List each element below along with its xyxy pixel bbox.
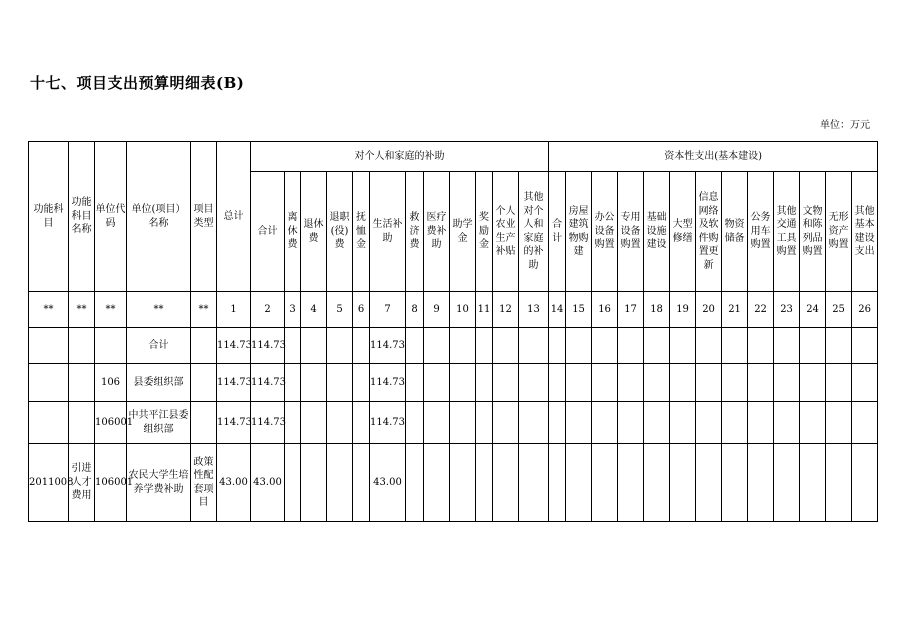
unit-code-cell: 106001 [95, 444, 127, 522]
empty-cell [670, 364, 696, 402]
code-cell: ** [95, 292, 127, 328]
empty-cell [327, 328, 353, 364]
personal-total-cell: 114.73 [251, 364, 285, 402]
empty-cell [618, 402, 644, 444]
empty-cell [592, 444, 618, 522]
unit-name-cell: 县委组织部 [127, 364, 191, 402]
total-cell: 114.73 [217, 328, 251, 364]
func-name-cell: 引进人才费用 [69, 444, 95, 522]
empty-cell [826, 444, 852, 522]
header-living-subsidy: 生活补助 [370, 172, 406, 292]
header-retirement: 退休费 [301, 172, 327, 292]
empty-cell [774, 444, 800, 522]
total-cell: 114.73 [217, 364, 251, 402]
header-farm-subsidy: 个人农业生产补贴 [493, 172, 519, 292]
code-cell: 17 [618, 292, 644, 328]
living-subsidy-cell: 114.73 [370, 402, 406, 444]
func-code-cell [29, 402, 69, 444]
empty-cell [476, 402, 493, 444]
code-cell: 1 [217, 292, 251, 328]
total-cell: 43.00 [217, 444, 251, 522]
code-cell: 21 [722, 292, 748, 328]
project-type-cell: 政策性配套项目 [191, 444, 217, 522]
header-official-vehicle: 公务用车购置 [748, 172, 774, 292]
empty-cell [353, 444, 370, 522]
header-retirement-cadre: 离休费 [285, 172, 301, 292]
empty-cell [519, 444, 549, 522]
header-resignation: 退职(役)费 [327, 172, 353, 292]
code-cell: 2 [251, 292, 285, 328]
header-building: 房屋建筑物购建 [566, 172, 592, 292]
empty-cell [301, 402, 327, 444]
header-group-row [29, 142, 878, 172]
unit-code-cell: 106001 [95, 402, 127, 444]
empty-cell [774, 364, 800, 402]
func-code-cell [29, 364, 69, 402]
empty-cell [696, 444, 722, 522]
code-cell: 6 [353, 292, 370, 328]
empty-cell [519, 402, 549, 444]
code-cell: ** [127, 292, 191, 328]
code-cell: 12 [493, 292, 519, 328]
empty-cell [852, 364, 878, 402]
project-type-cell [191, 328, 217, 364]
empty-cell [722, 444, 748, 522]
empty-cell [406, 328, 424, 364]
empty-cell [566, 328, 592, 364]
empty-cell [353, 364, 370, 402]
empty-cell [592, 364, 618, 402]
total-cell: 114.73 [217, 402, 251, 444]
project-type-cell [191, 402, 217, 444]
empty-cell [852, 328, 878, 364]
empty-cell [852, 444, 878, 522]
header-unit-code: 单位代码 [95, 142, 127, 292]
header-reward: 奖励金 [476, 172, 493, 292]
empty-cell [800, 444, 826, 522]
empty-cell [301, 444, 327, 522]
empty-cell [493, 364, 519, 402]
empty-cell [285, 402, 301, 444]
empty-cell [644, 328, 670, 364]
empty-cell [748, 444, 774, 522]
empty-cell [285, 364, 301, 402]
func-name-cell [69, 402, 95, 444]
code-cell: 3 [285, 292, 301, 328]
header-personal-total: 合计 [251, 172, 285, 292]
code-cell: 7 [370, 292, 406, 328]
empty-cell [592, 328, 618, 364]
header-material-reserve: 物资储备 [722, 172, 748, 292]
code-cell: 24 [800, 292, 826, 328]
func-name-cell [69, 328, 95, 364]
empty-cell [748, 364, 774, 402]
empty-cell [566, 402, 592, 444]
header-group-personal: 对个人和家庭的补助 [251, 142, 549, 172]
empty-cell [353, 402, 370, 444]
code-cell: 26 [852, 292, 878, 328]
empty-cell [618, 364, 644, 402]
code-cell: 18 [644, 292, 670, 328]
code-cell: 22 [748, 292, 774, 328]
header-it-software: 信息网络及软件购置更新 [696, 172, 722, 292]
code-cell: 8 [406, 292, 424, 328]
header-func-subject-name: 功能科目名称 [69, 142, 95, 292]
header-office-equipment: 办公设备购置 [592, 172, 618, 292]
code-cell: 14 [549, 292, 566, 328]
empty-cell [476, 328, 493, 364]
budget-table [28, 141, 878, 522]
header-relief: 救济费 [406, 172, 424, 292]
empty-cell [774, 402, 800, 444]
empty-cell [301, 328, 327, 364]
empty-cell [826, 328, 852, 364]
empty-cell [800, 402, 826, 444]
empty-cell [670, 328, 696, 364]
empty-cell [800, 328, 826, 364]
table-row [29, 402, 878, 444]
func-code-cell: 2011008 [29, 444, 69, 522]
header-total: 总计 [217, 142, 251, 292]
empty-cell [549, 444, 566, 522]
empty-cell [722, 364, 748, 402]
empty-cell [406, 444, 424, 522]
empty-cell [696, 402, 722, 444]
empty-cell [644, 444, 670, 522]
empty-cell [450, 402, 476, 444]
empty-cell [549, 328, 566, 364]
empty-cell [644, 402, 670, 444]
code-cell: 10 [450, 292, 476, 328]
empty-cell [450, 364, 476, 402]
header-func-subject: 功能科目 [29, 142, 69, 292]
code-cell: 16 [592, 292, 618, 328]
empty-cell [618, 328, 644, 364]
unit-code-cell: 106 [95, 364, 127, 402]
header-other-personal: 其他对个人和家庭的补助 [519, 172, 549, 292]
empty-cell [826, 402, 852, 444]
empty-cell [493, 328, 519, 364]
empty-cell [644, 364, 670, 402]
empty-cell [493, 402, 519, 444]
empty-cell [566, 444, 592, 522]
code-cell: 5 [327, 292, 353, 328]
empty-cell [519, 328, 549, 364]
empty-cell [774, 328, 800, 364]
empty-cell [406, 402, 424, 444]
empty-cell [424, 364, 450, 402]
func-name-cell [69, 364, 95, 402]
code-cell: 25 [826, 292, 852, 328]
empty-cell [424, 328, 450, 364]
unit-name-cell: 农民大学生培养学费补助 [127, 444, 191, 522]
code-cell: 4 [301, 292, 327, 328]
unit-name-cell: 中共平江县委组织部 [127, 402, 191, 444]
empty-cell [301, 364, 327, 402]
empty-cell [450, 328, 476, 364]
empty-cell [549, 364, 566, 402]
empty-cell [670, 444, 696, 522]
header-capital-total: 合计 [549, 172, 566, 292]
empty-cell [493, 444, 519, 522]
code-cell: 15 [566, 292, 592, 328]
empty-cell [670, 402, 696, 444]
empty-cell [826, 364, 852, 402]
unit-name-cell: 合计 [127, 328, 191, 364]
code-row [29, 292, 878, 328]
empty-cell [285, 444, 301, 522]
header-major-repair: 大型修缮 [670, 172, 696, 292]
header-special-equipment: 专用设备购置 [618, 172, 644, 292]
header-group-capital: 资本性支出(基本建设) [549, 142, 878, 172]
empty-cell [696, 328, 722, 364]
empty-cell [722, 328, 748, 364]
empty-cell [852, 402, 878, 444]
code-cell: 19 [670, 292, 696, 328]
personal-total-cell: 43.00 [251, 444, 285, 522]
page-title: 十七、项目支出预算明细表(B) [30, 74, 245, 92]
empty-cell [424, 402, 450, 444]
personal-total-cell: 114.73 [251, 328, 285, 364]
header-intangible-assets: 无形资产购置 [826, 172, 852, 292]
empty-cell [800, 364, 826, 402]
empty-cell [327, 444, 353, 522]
empty-cell [424, 444, 450, 522]
empty-cell [519, 364, 549, 402]
code-cell: ** [191, 292, 217, 328]
project-type-cell [191, 364, 217, 402]
unit-label: 单位：万元 [820, 120, 870, 131]
empty-cell [353, 328, 370, 364]
unit-code-cell [95, 328, 127, 364]
code-cell: ** [69, 292, 95, 328]
empty-cell [566, 364, 592, 402]
table-row [29, 444, 878, 522]
code-cell: 23 [774, 292, 800, 328]
empty-cell [285, 328, 301, 364]
personal-total-cell: 114.73 [251, 402, 285, 444]
code-cell: 11 [476, 292, 493, 328]
func-code-cell [29, 328, 69, 364]
code-cell: 13 [519, 292, 549, 328]
header-other-transport: 其他交通工具购置 [774, 172, 800, 292]
header-other-capital: 其他基本建设支出 [852, 172, 878, 292]
empty-cell [592, 402, 618, 444]
empty-cell [476, 444, 493, 522]
header-project-type: 项目类型 [191, 142, 217, 292]
empty-cell [327, 402, 353, 444]
empty-cell [748, 402, 774, 444]
header-infrastructure: 基础设施建设 [644, 172, 670, 292]
header-unit-name: 单位(项目）名称 [127, 142, 191, 292]
empty-cell [696, 364, 722, 402]
empty-cell [549, 402, 566, 444]
empty-cell [450, 444, 476, 522]
header-student-aid: 助学金 [450, 172, 476, 292]
table-row [29, 364, 878, 402]
code-cell: 9 [424, 292, 450, 328]
header-medical-subsidy: 医疗费补助 [424, 172, 450, 292]
empty-cell [748, 328, 774, 364]
living-subsidy-cell: 114.73 [370, 328, 406, 364]
empty-cell [327, 364, 353, 402]
empty-cell [618, 444, 644, 522]
code-cell: ** [29, 292, 69, 328]
living-subsidy-cell: 114.73 [370, 364, 406, 402]
empty-cell [476, 364, 493, 402]
living-subsidy-cell: 43.00 [370, 444, 406, 522]
table-row [29, 328, 878, 364]
header-pension: 抚恤金 [353, 172, 370, 292]
empty-cell [722, 402, 748, 444]
header-cultural-relics: 文物和陈列品购置 [800, 172, 826, 292]
empty-cell [406, 364, 424, 402]
code-cell: 20 [696, 292, 722, 328]
